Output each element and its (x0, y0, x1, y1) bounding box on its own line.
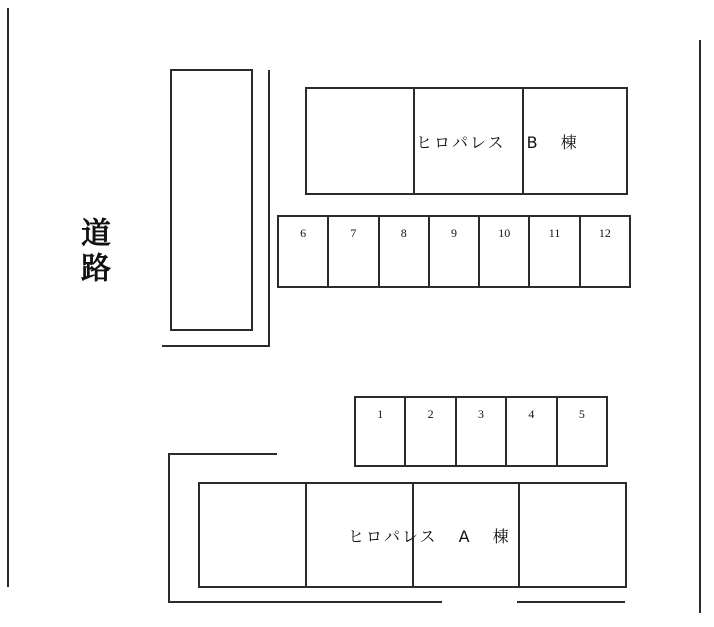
parking-space-number: 3 (478, 407, 485, 421)
parking-space-10 (480, 215, 530, 288)
building-a-divider-3 (518, 484, 520, 586)
left-road-edge-line (7, 8, 9, 587)
road-label: 道路 (75, 217, 110, 287)
building-a-divider-1 (305, 484, 307, 586)
bottom-boundary-segment-left (168, 601, 442, 603)
parking-space-number: 4 (528, 407, 535, 421)
building-a (198, 482, 627, 588)
parking-space-2 (406, 396, 456, 467)
parking-space-4 (507, 396, 557, 467)
parking-space-number: 10 (498, 226, 511, 240)
upper-boundary-line (162, 70, 270, 347)
parking-space-number: 11 (548, 226, 561, 240)
parking-space-number: 8 (400, 226, 407, 240)
parking-space-8 (380, 215, 430, 288)
right-boundary-line (699, 40, 701, 613)
parking-space-9 (430, 215, 480, 288)
parking-space-number: 9 (450, 226, 457, 240)
parking-space-number: 2 (427, 407, 434, 421)
building-b-label: ヒロパレス B 棟 (416, 132, 579, 152)
building-b-divider-1 (413, 89, 415, 193)
building-b (305, 87, 628, 195)
parking-space-5 (558, 396, 608, 467)
parking-space-3 (457, 396, 507, 467)
parking-space-number: 1 (377, 407, 384, 421)
parking-space-number: 12 (598, 226, 611, 240)
bottom-boundary-segment-right (517, 601, 625, 603)
parking-space-number: 5 (578, 407, 585, 421)
parking-space-number: 7 (350, 226, 357, 240)
parking-space-7 (329, 215, 379, 288)
parking-space-1 (354, 396, 406, 467)
parking-space-6 (277, 215, 329, 288)
parking-row-upper (277, 215, 631, 288)
building-a-label: ヒロパレス A 棟 (348, 526, 511, 546)
parking-space-11 (530, 215, 580, 288)
parking-row-lower (354, 396, 608, 467)
parking-space-12 (581, 215, 631, 288)
parking-space-number: 6 (300, 226, 307, 240)
